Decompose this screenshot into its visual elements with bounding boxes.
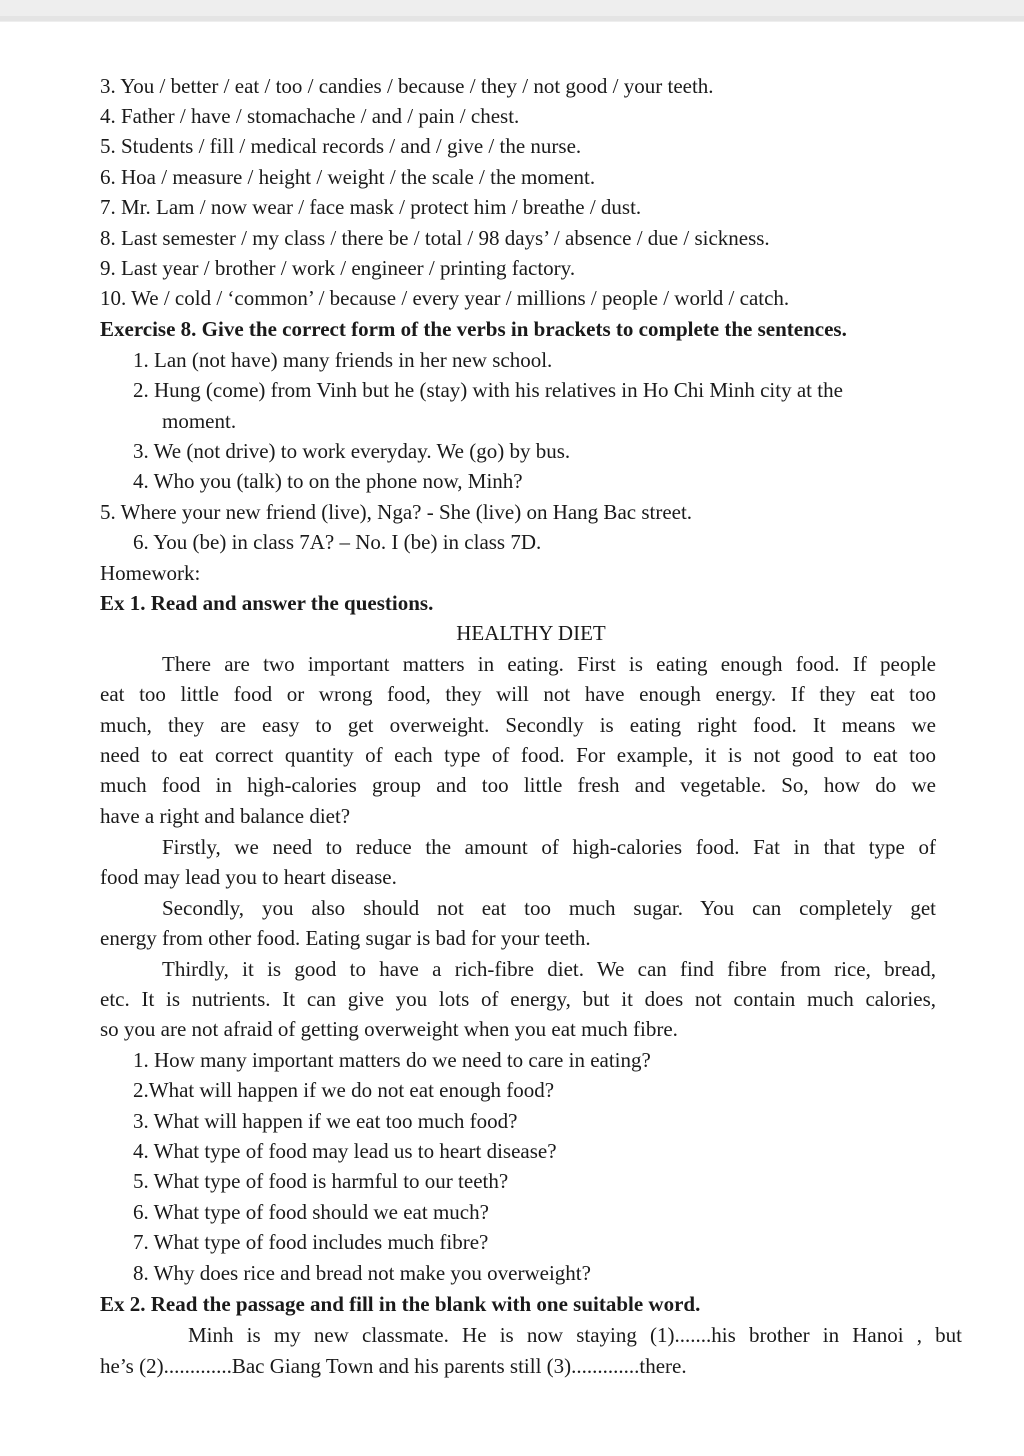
ex2-passage-line: he’s (2).............Bac Giang Town and his parents still (3).............there. [100, 1354, 687, 1378]
homework-label: Homework: [100, 561, 201, 585]
passage-line: so you are not afraid of getting overweight when you eat much fibre. [100, 1017, 678, 1041]
passage-line: eat too little food or wrong food, they will not have enough energy. If they eat too [100, 682, 936, 706]
exercise8-heading: Exercise 8. Give the correct form of the verbs in brackets to complete the sentences. [100, 317, 847, 341]
passage-line: food may lead you to heart disease. [100, 865, 397, 889]
exercise8-item: 2. Hung (come) from Vinh but he (stay) with his relatives in Ho Chi Minh city at the [133, 378, 843, 402]
question-item: 1. How many important matters do we need to care in eating? [133, 1048, 651, 1072]
question-item: 8. Why does rice and bread not make you overweight? [133, 1261, 591, 1285]
exercise8-item: 6. You (be) in class 7A? – No. I (be) in class 7D. [133, 530, 542, 554]
exercise8-item: 3. We (not drive) to work everyday. We (go) by bus. [133, 439, 571, 463]
passage-line: have a right and balance diet? [100, 804, 351, 828]
passage-line: Secondly, you also should not eat too much sugar. You can completely get [162, 896, 936, 920]
passage-line: There are two important matters in eating. First is eating enough food. If people [162, 652, 936, 676]
question-item: 5. What type of food is harmful to our teeth? [133, 1169, 509, 1193]
passage-line: much food in high-calories group and too little fresh and vegetable. So, how do we [100, 773, 936, 797]
passage-line: Firstly, we need to reduce the amount of high-calories food. Fat in that type of [162, 835, 936, 859]
question-item: 7. What type of food includes much fibre? [133, 1230, 489, 1254]
ex1-heading: Ex 1. Read and answer the questions. [100, 591, 434, 615]
exercise-item: 10. We / cold / ‘common’ / because / every year / millions / people / world / catch. [100, 286, 790, 310]
question-item: 3. What will happen if we eat too much food? [133, 1109, 518, 1133]
exercise8-item-continuation: moment. [162, 409, 237, 433]
exercise-item: 3. You / better / eat / too / candies / because / they / not good / your teeth. [100, 74, 714, 98]
exercise-item: 4. Father / have / stomachache / and / pain / chest. [100, 104, 520, 128]
exercise-item: 5. Students / fill / medical records / and / give / the nurse. [100, 134, 582, 158]
exercise8-item: 1. Lan (not have) many friends in her new school. [133, 348, 553, 372]
passage-title: HEALTHY DIET [456, 621, 606, 645]
exercise-item: 6. Hoa / measure / height / weight / the scale / the moment. [100, 165, 596, 189]
passage-line: etc. It is nutrients. It can give you lots of energy, but it does not contain much calories, [100, 987, 936, 1011]
passage-line: Thirdly, it is good to have a rich-fibre diet. We can find fibre from rice, bread, [162, 957, 936, 981]
question-item: 6. What type of food should we eat much? [133, 1200, 489, 1224]
exercise8-item: 5. Where your new friend (live), Nga? - She (live) on Hang Bac street. [100, 500, 693, 524]
question-item: 2.What will happen if we do not eat enough food? [133, 1078, 555, 1102]
exercise-item: 9. Last year / brother / work / engineer / printing factory. [100, 256, 576, 280]
passage-line: need to eat correct quantity of each type of food. For example, it is not good to eat too [100, 743, 936, 767]
ex2-heading: Ex 2. Read the passage and fill in the blank with one suitable word. [100, 1292, 701, 1316]
passage-line: energy from other food. Eating sugar is bad for your teeth. [100, 926, 591, 950]
exercise-item: 7. Mr. Lam / now wear / face mask / protect him / breathe / dust. [100, 195, 642, 219]
passage-line: much, they are easy to get overweight. Secondly is eating right food. It means we [100, 713, 936, 737]
exercise-item: 8. Last semester / my class / there be / total / 98 days’ / absence / due / sickness. [100, 226, 770, 250]
exercise8-item: 4. Who you (talk) to on the phone now, Minh? [133, 469, 523, 493]
question-item: 4. What type of food may lead us to heart disease? [133, 1139, 557, 1163]
ex2-passage-line: Minh is my new classmate. He is now staying (1).......his brother in Hanoi , but [188, 1323, 962, 1347]
